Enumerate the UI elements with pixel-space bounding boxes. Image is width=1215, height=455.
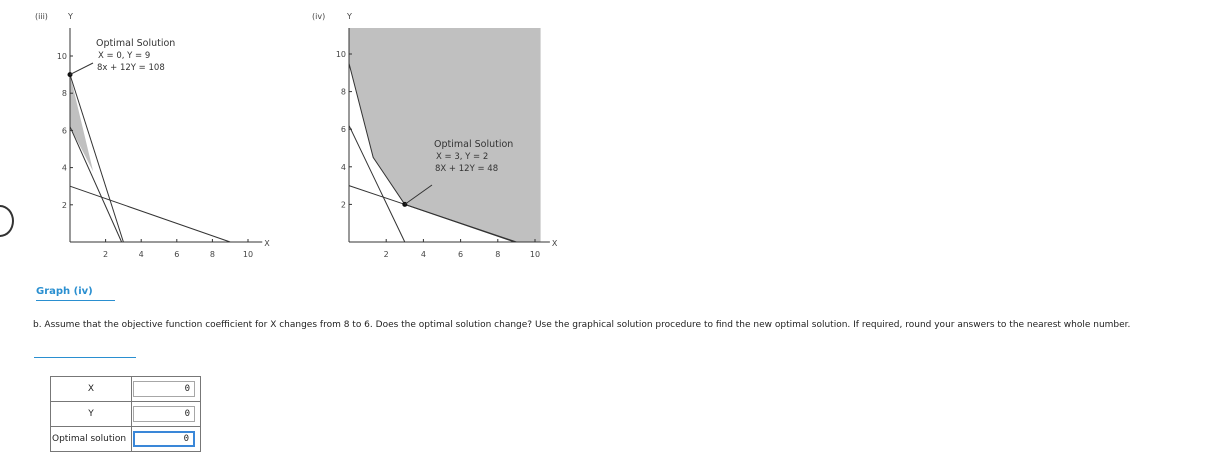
graph-iv [300,0,600,275]
annotation-pointer [70,63,93,75]
y-tick-label: 2 [340,200,346,210]
x-tick-label: 8 [209,250,215,259]
row-label-x: X [51,377,132,402]
table-row [51,427,201,452]
y-input[interactable] [133,406,195,422]
x-tick-label: 2 [103,250,109,259]
x-tick-label: 4 [138,250,144,259]
x-tick-label: 4 [420,250,426,259]
x-tick-label: 6 [458,250,464,259]
row-label-y: Y [51,402,132,427]
y-tick-label: 8 [61,89,67,99]
y-tick-label: 4 [340,162,346,172]
x-tick-label: 2 [383,250,389,259]
x-axis-label: X [264,239,270,248]
x-tick-label: 6 [174,250,180,259]
y-axis-label: Y [68,12,73,21]
question-b: b. Assume that the objective function coefficient for X changes from 8 to 6. Does the optimal solution change? Use the graphical solution procedure to find the new optimal solution. If required, round your answers to the nearest whole number. [33,320,1131,330]
graph-label: (iv) [312,12,326,21]
annotation-solution: X = 0, Y = 9 [98,51,151,61]
constraint-line [70,127,122,242]
annotation-objective: 8x + 12Y = 108 [97,63,165,73]
constraint-line [70,75,123,242]
answer-table [50,376,201,452]
x-input[interactable] [133,381,195,397]
constraint-line [70,186,230,242]
feasible-region [70,75,93,172]
x-tick-label: 10 [242,250,254,259]
table-row [51,402,201,427]
y-axis-label: Y [347,12,352,21]
annotation-solution: X = 3, Y = 2 [436,152,489,162]
x-tick-label: 10 [529,250,541,259]
answer-select-underline[interactable] [34,357,136,358]
y-tick-label: 6 [340,125,346,135]
row-label-optimal-solution: Optimal solution [51,427,132,452]
x-tick-label: 8 [495,250,501,259]
y-tick-label: 10 [335,50,346,59]
y-tick-label: 4 [61,163,67,173]
graph-label: (iii) [35,12,48,21]
y-tick-label: 2 [61,200,67,210]
graph-iv-link[interactable]: Graph (iv) [36,286,115,301]
annotation-title: Optimal Solution [96,38,176,49]
table-row [51,377,201,402]
optimal-solution-input[interactable] [133,431,195,447]
y-tick-label: 6 [61,126,67,136]
graph-iii [0,0,310,275]
annotation-title: Optimal Solution [434,139,514,150]
y-tick-label: 10 [56,52,67,61]
annotation-objective: 8X + 12Y = 48 [435,164,499,174]
x-axis-label: X [551,239,558,248]
y-tick-label: 8 [340,87,346,97]
